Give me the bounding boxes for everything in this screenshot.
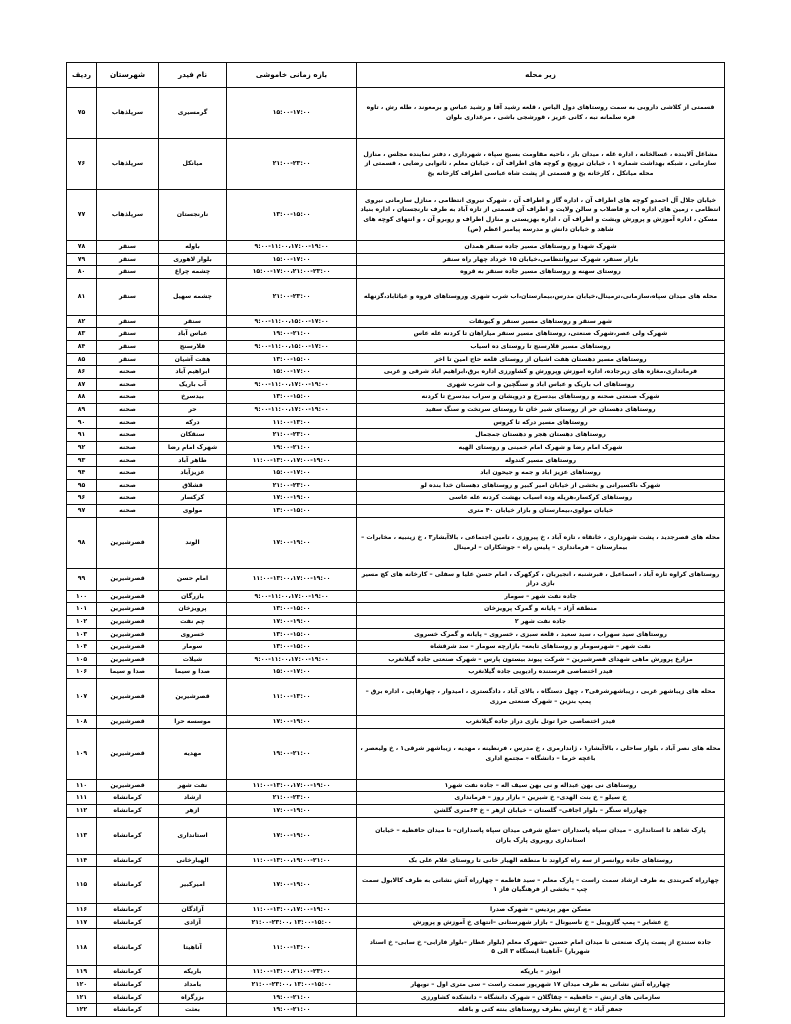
table-row [67,929,725,966]
cell-feeder: سنقر [159,315,227,328]
cell-time: ۱۳:۰۰-۱۵:۰۰ ،۲۱:۰۰-۲۳:۰۰ [227,978,357,991]
cell-row-number: ۱۱۳ [67,817,97,854]
cell-area: محله های زیباشهر غربی ، زیباشهرشرقی۲ ، چهل دستگاه ، بالای آباد ، دادگستری ، امیدوار ، چهارقاپی ، اداره برق – پمپ بنزین – شهرک صنعتی مرزی [357,679,725,716]
cell-time: ۹:۰۰-۱۱:۰۰،۱۷:۰۰-۱۹:۰۰ [227,590,357,603]
cell-row-number: ۱۰۵ [67,653,97,666]
table-row [67,991,725,1004]
cell-feeder: چشمه چراغ [159,266,227,279]
cell-feeder: باریکه [159,966,227,979]
cell-county: کرمانشاه [97,867,159,904]
cell-row-number: ۸۰ [67,266,97,279]
cell-feeder: عزیزآباد [159,467,227,480]
cell-row-number: ۷۷ [67,190,97,241]
cell-feeder: امام حسن [159,568,227,590]
cell-county: کرمانشاه [97,854,159,867]
cell-area: فیدر اختصاصی فرستنده رادیویی جاده گیلانغرب [357,666,725,679]
table-row [67,190,725,241]
cell-area: فیدر اختصاصی حرا توتل بازی دراز جاده گیلانغرب [357,716,725,729]
cell-county: صحنه [97,429,159,442]
cell-time: ۹:۰۰-۱۱:۰۰،۱۵:۰۰-۱۷:۰۰ [227,341,357,354]
table-row [67,804,725,817]
cell-area: روستاهای اب باریک و عباس اباد و سنگچین و اب شرب شهری [357,378,725,391]
cell-area: جعفر آباد – خ ارتش بطرف روستاهای بنته کتی و باقله [357,1004,725,1017]
cell-time: ۱۵:۰۰-۱۷:۰۰ [227,666,357,679]
cell-feeder: موسسه حرا [159,716,227,729]
cell-county: کرمانشاه [97,916,159,929]
cell-time: ۱۱:۰۰-۱۳:۰۰،۱۹:۰۰-۲۱:۰۰ [227,854,357,867]
cell-area: مسکن مهر پردیس – شهرک صدرا [357,904,725,917]
cell-area: روستاهای کراوه تازه آباد ، اسماعیل ، قبرشنبه ، انجیربان ، کرکهرک ، امام حسن علیا و سفلی – کارخانه های کچ مسیر بازی دراز [357,568,725,590]
cell-county: قصرشیرین [97,628,159,641]
cell-area: روستاهای دهستان هجر و دهستان جمجمال [357,429,725,442]
cell-feeder: آب باریک [159,378,227,391]
cell-county: صحنه [97,479,159,492]
cell-time: ۱۵:۰۰-۱۷:۰۰،۲۱:۰۰-۲۳:۰۰ [227,266,357,279]
cell-row-number: ۹۶ [67,492,97,505]
cell-area: شهرک شهدا و روستاهای مسیر جاده سنقر همدان [357,241,725,254]
cell-time: ۱۱:۰۰-۱۳:۰۰،۱۷:۰۰-۱۹:۰۰ [227,568,357,590]
cell-feeder: چم نفت [159,616,227,629]
cell-area: جاده نفت شهر – سومار [357,590,725,603]
cell-time: ۱۱:۰۰-۱۳:۰۰،۱۷:۰۰-۱۹:۰۰ [227,904,357,917]
cell-time: ۹:۰۰-۱۱:۰۰،۱۷:۰۰-۱۹:۰۰ [227,404,357,417]
cell-row-number: ۱۱۰ [67,779,97,792]
table-row [67,904,725,917]
cell-time: ۱۳:۰۰-۱۵:۰۰ [227,504,357,517]
table-row [67,792,725,805]
cell-row-number: ۱۲۲ [67,1004,97,1017]
cell-area: روستاهای کرکسار،هریله وده اسیاب بهشت کردنه عله عاسی [357,492,725,505]
cell-feeder: شیلات [159,653,227,666]
cell-time: ۹:۰۰-۱۱:۰۰،۱۷:۰۰-۱۹:۰۰ [227,378,357,391]
cell-area: روستاهای جاده روانسر از سه راه کراوند تا منطقه الهیار خانی تا روستای غلام علی بک [357,854,725,867]
cell-time: ۱۳:۰۰-۱۵:۰۰ [227,628,357,641]
table-row [67,241,725,254]
cell-area: روستاهای مسیر کندوله [357,454,725,467]
cell-area: خیابان جلال آل احمدو کوچه های اطراف آن ، اداره گاز و اطراف آن ، شهرک نیروی انتظامی ، منازل سازمانی نیروی انتظامی ، زمین های اداره اب و فاضلاب و سالن ولایت و اطراف آن قسمتی از تازه آباد به طرف نارنجستان ، اداره بنیاد مسکن ، اداره آموزش و پرورش ویشت و اطراف آن ، اداره بهزیستی و منازل اطراف و روبرو آن ، و انتهای کوچه های شاهد و خیابان دانش و مدرسه پیامبر اعظم (ص) [357,190,725,241]
cell-county: قصرشیرین [97,728,159,779]
cell-row-number: ۸۲ [67,315,97,328]
cell-area: مشاغل آلاینده ، غسالخانه ، اداره غله ، میدان بار ، ناحیه مقاومت بسیج سپاه ، شهرداری ، دفتر نماینده مجلس ، منازل سازمانی ، شبکه بهداشت شماره ۱ ، خیابان ترویج و کوچه های اطراف آن ، خیابان معلم ، ثانوابی رضایی ، قسمتی از محله میانکل ، کارخانه یخ و قسمتی از پشت شاه عباسی اطراف کارخانه یخ [357,139,725,190]
cell-time: ۱۱:۰۰-۱۳:۰۰،۱۷:۰۰-۱۹:۰۰ [227,779,357,792]
cell-time: ۱۷:۰۰-۱۹:۰۰ [227,867,357,904]
cell-county: قصرشیرین [97,641,159,654]
cell-county: سنقر [97,328,159,341]
cell-area: شهرک امام رضا و شهرک امام خمینی و روستای الهیه [357,441,725,454]
cell-row-number: ۸۸ [67,391,97,404]
cell-row-number: ۱۰۱ [67,603,97,616]
table-row [67,978,725,991]
cell-county: کرمانشاه [97,978,159,991]
cell-feeder: گرمسیری [159,88,227,139]
cell-feeder: بلوار لاهوری [159,253,227,266]
cell-area: روستاهای مسیر دهستان هفت اشیان از روستای قلعه حاج امین تا اخر [357,353,725,366]
cell-row-number: ۱۲۰ [67,978,97,991]
cell-row-number: ۹۵ [67,479,97,492]
cell-county: کرمانشاه [97,792,159,805]
table-row [67,653,725,666]
cell-county: صحنه [97,404,159,417]
table-header-row [67,63,725,88]
table-row [67,517,725,568]
table-row [67,441,725,454]
cell-time: ۱۵:۰۰-۱۷:۰۰ [227,467,357,480]
table-row [67,728,725,779]
cell-row-number: ۱۰۹ [67,728,97,779]
cell-row-number: ۱۱۶ [67,904,97,917]
cell-county: صحنه [97,416,159,429]
cell-time: ۱۵:۰۰-۱۷:۰۰ [227,88,357,139]
cell-county: سنقر [97,241,159,254]
cell-feeder: قصرشیرین [159,679,227,716]
cell-feeder: طاهر آباد [159,454,227,467]
table-row [67,88,725,139]
cell-area: شهرک صنعتی صحنه و روستاهای بیدسرخ و درویشان و سراب بیدسرخ تا کردنه [357,391,725,404]
cell-area: چهارراه آتش نشانی به طرف میدان ۱۷ شهریور سمت راست – سی متری اول – نوبهار [357,978,725,991]
cell-row-number: ۹۳ [67,454,97,467]
table-row [67,1004,725,1017]
cell-county: سرپلذهاب [97,190,159,241]
table-row [67,328,725,341]
cell-feeder: باوله [159,241,227,254]
cell-row-number: ۸۹ [67,404,97,417]
cell-row-number: ۹۱ [67,429,97,442]
table-row [67,854,725,867]
cell-county: سنقر [97,278,159,315]
table-row [67,590,725,603]
cell-county: کرمانشاه [97,966,159,979]
cell-time: ۱۳:۰۰-۱۵:۰۰ ،۲۱:۰۰-۲۳:۰۰ [227,916,357,929]
cell-county: کرمانشاه [97,817,159,854]
cell-area: روستاهای دهستان حر از روستای شیر خان تا روستای سرتخت و سنگ سفید [357,404,725,417]
cell-feeder: درکه [159,416,227,429]
cell-feeder: الهیارخانی [159,854,227,867]
cell-area: مزارع پرورش ماهی شهدای قصرشیرین – شرکت پیوند بیستون پارس – شهرک صنعتی جاده گیلانغرب [357,653,725,666]
cell-county: سنقر [97,353,159,366]
cell-county: قصرشیرین [97,616,159,629]
cell-row-number: ۱۱۹ [67,966,97,979]
table-row [67,416,725,429]
cell-county: قصرشیرین [97,590,159,603]
cell-time: ۱۵:۰۰-۱۷:۰۰ [227,253,357,266]
cell-area: روستاهای مسیر قلارسنج تا روستای ده اسیاب [357,341,725,354]
table-row [67,454,725,467]
cell-feeder: آزادگان [159,904,227,917]
table-row [67,603,725,616]
cell-area: نفت شهر – شهرسومار و روستاهای تابعه– بازارچه سومار – سد شرقشاه [357,641,725,654]
cell-time: ۱۹:۰۰-۲۱:۰۰ [227,991,357,1004]
table-row [67,679,725,716]
cell-row-number: ۱۱۸ [67,929,97,966]
column-header-area: زیر محله [357,63,725,88]
cell-time: ۲۱:۰۰-۲۳:۰۰ [227,139,357,190]
cell-county: صحنه [97,467,159,480]
cell-feeder: نفت شهر [159,779,227,792]
cell-area: ابوذر – باریکه [357,966,725,979]
cell-area: جاده نفت شهر ۲ [357,616,725,629]
cell-feeder: بیدسرخ [159,391,227,404]
cell-area: محله های نصر آباد ، بلوار ساحلی ، بالاآبشار۱ ، ژاندارمری ، خ مدرس ، فرنطینه ، مهدیه ، زیباشهر شرقی۱ ، خ ولیعصر ، باغچه خرما – دانشگاه – مجتمع اداری [357,728,725,779]
cell-feeder: آزادی [159,916,227,929]
cell-time: ۱۳:۰۰-۱۵:۰۰ [227,391,357,404]
cell-row-number: ۱۱۵ [67,867,97,904]
cell-feeder: قشلاق [159,479,227,492]
cell-row-number: ۹۸ [67,517,97,568]
cell-row-number: ۸۳ [67,328,97,341]
table-row [67,353,725,366]
table-row [67,716,725,729]
cell-area: شهر سنقر و روستاهای مسیر سنقر و کیونقات [357,315,725,328]
cell-time: ۱۱:۰۰-۱۳:۰۰ [227,416,357,429]
cell-feeder: میانکل [159,139,227,190]
table-row [67,366,725,379]
cell-area: روستاهای عزیز اباد و جمه و جیحون اباد [357,467,725,480]
cell-feeder: سنقکان [159,429,227,442]
table-row [67,479,725,492]
cell-feeder: حر [159,404,227,417]
cell-row-number: ۱۲۱ [67,991,97,1004]
cell-row-number: ۸۷ [67,378,97,391]
cell-time: ۱۷:۰۰-۱۹:۰۰ [227,804,357,817]
cell-feeder: چشمه سهیل [159,278,227,315]
cell-area: خ عشایر – پمپ گازوییل – خ ناسیونال – بازار شهرستانی –انتهای خ آموزش و پرورش [357,916,725,929]
cell-time: ۲۱:۰۰-۲۳:۰۰ [227,429,357,442]
cell-feeder: خسروی [159,628,227,641]
cell-time: ۱۱:۰۰-۱۳:۰۰،۲۱:۰۰-۲۳:۰۰ [227,966,357,979]
outage-schedule-table [66,62,725,1017]
cell-feeder: الوند [159,517,227,568]
cell-county: سرپلذهاب [97,139,159,190]
cell-area: روستای سهنه و روستاهای مسیر جاده سنقر به قروه [357,266,725,279]
cell-time: ۱۳:۰۰-۱۵:۰۰ [227,190,357,241]
cell-time: ۱۹:۰۰-۲۱:۰۰ [227,441,357,454]
cell-area: روستاهای مسیر درکه تا کروس [357,416,725,429]
cell-area: سازمانی های ارتش – حافظیه – چقاگلان – شهرک دانشگاه – دانشکده کشاورزی [357,991,725,1004]
cell-county: صدا و سیما [97,666,159,679]
cell-row-number: ۸۱ [67,278,97,315]
cell-county: صحنه [97,504,159,517]
cell-time: ۱۹:۰۰-۲۱:۰۰ [227,728,357,779]
cell-area: شهرک ناکسیرانی و بخشی از خیابان امیر کبیر و روستاهای دهستان خدا بنده لو [357,479,725,492]
cell-feeder: سومار [159,641,227,654]
table-row [67,404,725,417]
cell-area: محله های قصرجدید ، پشت شهرداری ، خانقاه ، تازه آباد ، خ پیروزی ، تامین اجتماعی ، بالاآبشار۳ ، خ زینبیه ، مخابرات –بیمارستان – فرمانداری – پلیس راه – جوشکاران – لرمینال [357,517,725,568]
table-row [67,253,725,266]
cell-time: ۱۳:۰۰-۱۵:۰۰ [227,641,357,654]
cell-feeder: آناهیتا [159,929,227,966]
cell-feeder: صدا و سیما [159,666,227,679]
table-row [67,504,725,517]
cell-time: ۱۳:۰۰-۱۵:۰۰ [227,353,357,366]
cell-time: ۱۹:۰۰-۲۱:۰۰ [227,328,357,341]
cell-feeder: ارشاد [159,792,227,805]
table-row [67,779,725,792]
cell-row-number: ۱۰۸ [67,716,97,729]
cell-county: قصرشیرین [97,653,159,666]
cell-county: صحنه [97,441,159,454]
cell-row-number: ۹۲ [67,441,97,454]
cell-feeder: بامداد [159,978,227,991]
table-row [67,628,725,641]
cell-row-number: ۹۷ [67,504,97,517]
table-row [67,616,725,629]
table-row [67,817,725,854]
cell-feeder: ابراهیم آباد [159,366,227,379]
cell-row-number: ۷۹ [67,253,97,266]
cell-time: ۹:۰۰-۱۱:۰۰،۱۵:۰۰-۱۷:۰۰ [227,315,357,328]
cell-time: ۱۱:۰۰-۱۳:۰۰ [227,929,357,966]
cell-county: صحنه [97,378,159,391]
cell-area: روستاهای سید سهراب ، سید سعید ، قلعه سبزی ، خسروی – پایانه و گمرک خسروی [357,628,725,641]
column-header-feeder: نام فیدر [159,63,227,88]
table-row [67,966,725,979]
cell-county: کرمانشاه [97,991,159,1004]
cell-time: ۹:۰۰-۱۱:۰۰،۱۷:۰۰-۱۹:۰۰ [227,241,357,254]
cell-county: قصرشیرین [97,716,159,729]
cell-row-number: ۱۰۳ [67,628,97,641]
cell-feeder: پرویزخان [159,603,227,616]
cell-row-number: ۱۱۲ [67,804,97,817]
cell-area: بازار سنقر، شهرک نیروانتظامی،خیابان ۱۵ خرداد چهار راه سنقر [357,253,725,266]
cell-area: خیابان مولوی،بیمارستان و بازار خیابان ۴۰ متری [357,504,725,517]
cell-county: صحنه [97,391,159,404]
cell-county: قصرشیرین [97,779,159,792]
cell-area: شهرک ولی عصر،شهرک صنعتی، روستاهای مسیر سنقر میاراهان تا کردنه عله عاس [357,328,725,341]
table-row [67,315,725,328]
cell-feeder: عباس آباد [159,328,227,341]
cell-area: محله های میدان سپاه،سازمانی،ترمینال،خیابان مدرس،بیمارستان،اب شرب شهری وروستاهای قروه و غیاثاباد،گزنهله [357,278,725,315]
cell-feeder: هفت آشیان [159,353,227,366]
cell-time: ۱۹:۰۰-۲۱:۰۰ [227,1004,357,1017]
table-row [67,467,725,480]
cell-county: سنقر [97,341,159,354]
cell-time: ۹:۰۰-۱۱:۰۰،۱۷:۰۰-۱۹:۰۰ [227,653,357,666]
table-row [67,568,725,590]
cell-row-number: ۱۰۲ [67,616,97,629]
cell-row-number: ۱۰۰ [67,590,97,603]
cell-county: کرمانشاه [97,804,159,817]
cell-county: سنقر [97,253,159,266]
cell-feeder: بعثت [159,1004,227,1017]
cell-feeder: بازرگان [159,590,227,603]
cell-area: چهارراه کمربندی به طرف ارشاد سمت راست – پارک معلم – سید فاطمه – چهارراه آتش نشانی به طرف کالابول سمت چپ – بخشی از فرهنگیان فاز ۱ [357,867,725,904]
table-row [67,341,725,354]
table-row [67,492,725,505]
cell-row-number: ۱۱۷ [67,916,97,929]
table-row [67,867,725,904]
table-row [67,266,725,279]
cell-county: کرمانشاه [97,904,159,917]
cell-feeder: ازهر [159,804,227,817]
cell-county: کرمانشاه [97,1004,159,1017]
cell-feeder: مهدیه [159,728,227,779]
cell-row-number: ۸۴ [67,341,97,354]
cell-area: خ سیلو – خ بنت الهدی– خ شیرین – بازار روز – فرمانداری [357,792,725,805]
cell-feeder: نارنجستان [159,190,227,241]
cell-county: قصرشیرین [97,603,159,616]
column-header-row: ردیف [67,63,97,88]
cell-row-number: ۱۰۴ [67,641,97,654]
cell-row-number: ۱۰۶ [67,666,97,679]
cell-county: صحنه [97,454,159,467]
cell-time: ۱۱:۰۰-۱۳:۰۰،۱۷:۰۰-۱۹:۰۰ [227,454,357,467]
cell-area: جاده سنندج از پست پارک صنعتی تا میدان امام حسین –شهرک معلم (بلوار عطار –بلوار فارابی– خ سابی– خ اسناد شهربار) –آناهیتا ایستگاه ۳ الی ۵ [357,929,725,966]
cell-row-number: ۷۸ [67,241,97,254]
cell-county: سنقر [97,266,159,279]
cell-time: ۱۳:۰۰-۱۵:۰۰ [227,603,357,616]
cell-time: ۲۱:۰۰-۲۳:۰۰ [227,278,357,315]
cell-time: ۲۱:۰۰-۲۳:۰۰ [227,792,357,805]
cell-row-number: ۷۶ [67,139,97,190]
table-row [67,429,725,442]
cell-county: صحنه [97,366,159,379]
cell-area: فرمانداری،مغازه های زیرجاده، اداره اموزش وپرورش و کشاورزی اداره برق،ابراهیم اباد شرقی و غربی [357,366,725,379]
cell-county: سرپلذهاب [97,88,159,139]
table-row [67,391,725,404]
cell-county: قصرشیرین [97,517,159,568]
cell-feeder: کرکسار [159,492,227,505]
table-row [67,278,725,315]
cell-time: ۲۱:۰۰-۲۳:۰۰ [227,479,357,492]
cell-feeder: امیرکبیر [159,867,227,904]
cell-feeder: بزرگراه [159,991,227,1004]
table-row [67,139,725,190]
cell-area: منطقه آزاد – پایانه و گمرک پرویزخان [357,603,725,616]
cell-row-number: ۹۰ [67,416,97,429]
cell-time: ۱۱:۰۰-۱۳:۰۰ [227,679,357,716]
cell-area: روستاهای نی بهن عبداله و نی بهن سیف اله – جاده نفت شهر۱ [357,779,725,792]
cell-row-number: ۱۱۱ [67,792,97,805]
cell-county: سنقر [97,315,159,328]
column-header-county: شهرستان [97,63,159,88]
cell-time: ۱۷:۰۰-۱۹:۰۰ [227,492,357,505]
cell-time: ۱۷:۰۰-۱۹:۰۰ [227,517,357,568]
cell-time: ۱۵:۰۰-۱۷:۰۰ [227,366,357,379]
column-header-time: بازه زمانی خاموشی [227,63,357,88]
cell-feeder: استانداری [159,817,227,854]
table-row [67,666,725,679]
cell-row-number: ۸۵ [67,353,97,366]
cell-county: کرمانشاه [97,929,159,966]
cell-row-number: ۹۴ [67,467,97,480]
cell-row-number: ۹۹ [67,568,97,590]
cell-feeder: شهرک امام رضا [159,441,227,454]
cell-county: صحنه [97,492,159,505]
table-body [67,88,725,1017]
cell-area: چهارراه سنگر – بلوار اجاقی– گلستان – خیابان ازهر – خ ۶۴متری گلشن [357,804,725,817]
table-row [67,378,725,391]
cell-row-number: ۱۱۴ [67,854,97,867]
cell-county: قصرشیرین [97,679,159,716]
cell-area: پارک شاهد تا استانداری – میدان سپاه پاسداران –ضلع شرقی میدان سپاه پاسداران– تا میدان حافظیه – خیابان استانداری روبروی پارک باران [357,817,725,854]
table-row [67,916,725,929]
cell-time: ۱۷:۰۰-۱۹:۰۰ [227,716,357,729]
cell-time: ۱۷:۰۰-۱۹:۰۰ [227,817,357,854]
cell-row-number: ۱۰۷ [67,679,97,716]
cell-time: ۱۷:۰۰-۱۹:۰۰ [227,616,357,629]
table-row [67,641,725,654]
cell-row-number: ۸۶ [67,366,97,379]
cell-row-number: ۷۵ [67,88,97,139]
cell-county: قصرشیرین [97,568,159,590]
table-header [67,63,725,88]
cell-area: قسمتی از کلاشی داروبی به سمت روستاهای دول الیاس ، قلعه رشید آقا و رشید عباس و برمعوند ، طله رش ، تاوه فره سلمانه نبه ، کانی عزیز ، قورشجی باشی ، مرغداری بلوان [357,88,725,139]
cell-feeder: مولوی [159,504,227,517]
outage-table-container [66,62,725,1017]
cell-feeder: قلارسنج [159,341,227,354]
